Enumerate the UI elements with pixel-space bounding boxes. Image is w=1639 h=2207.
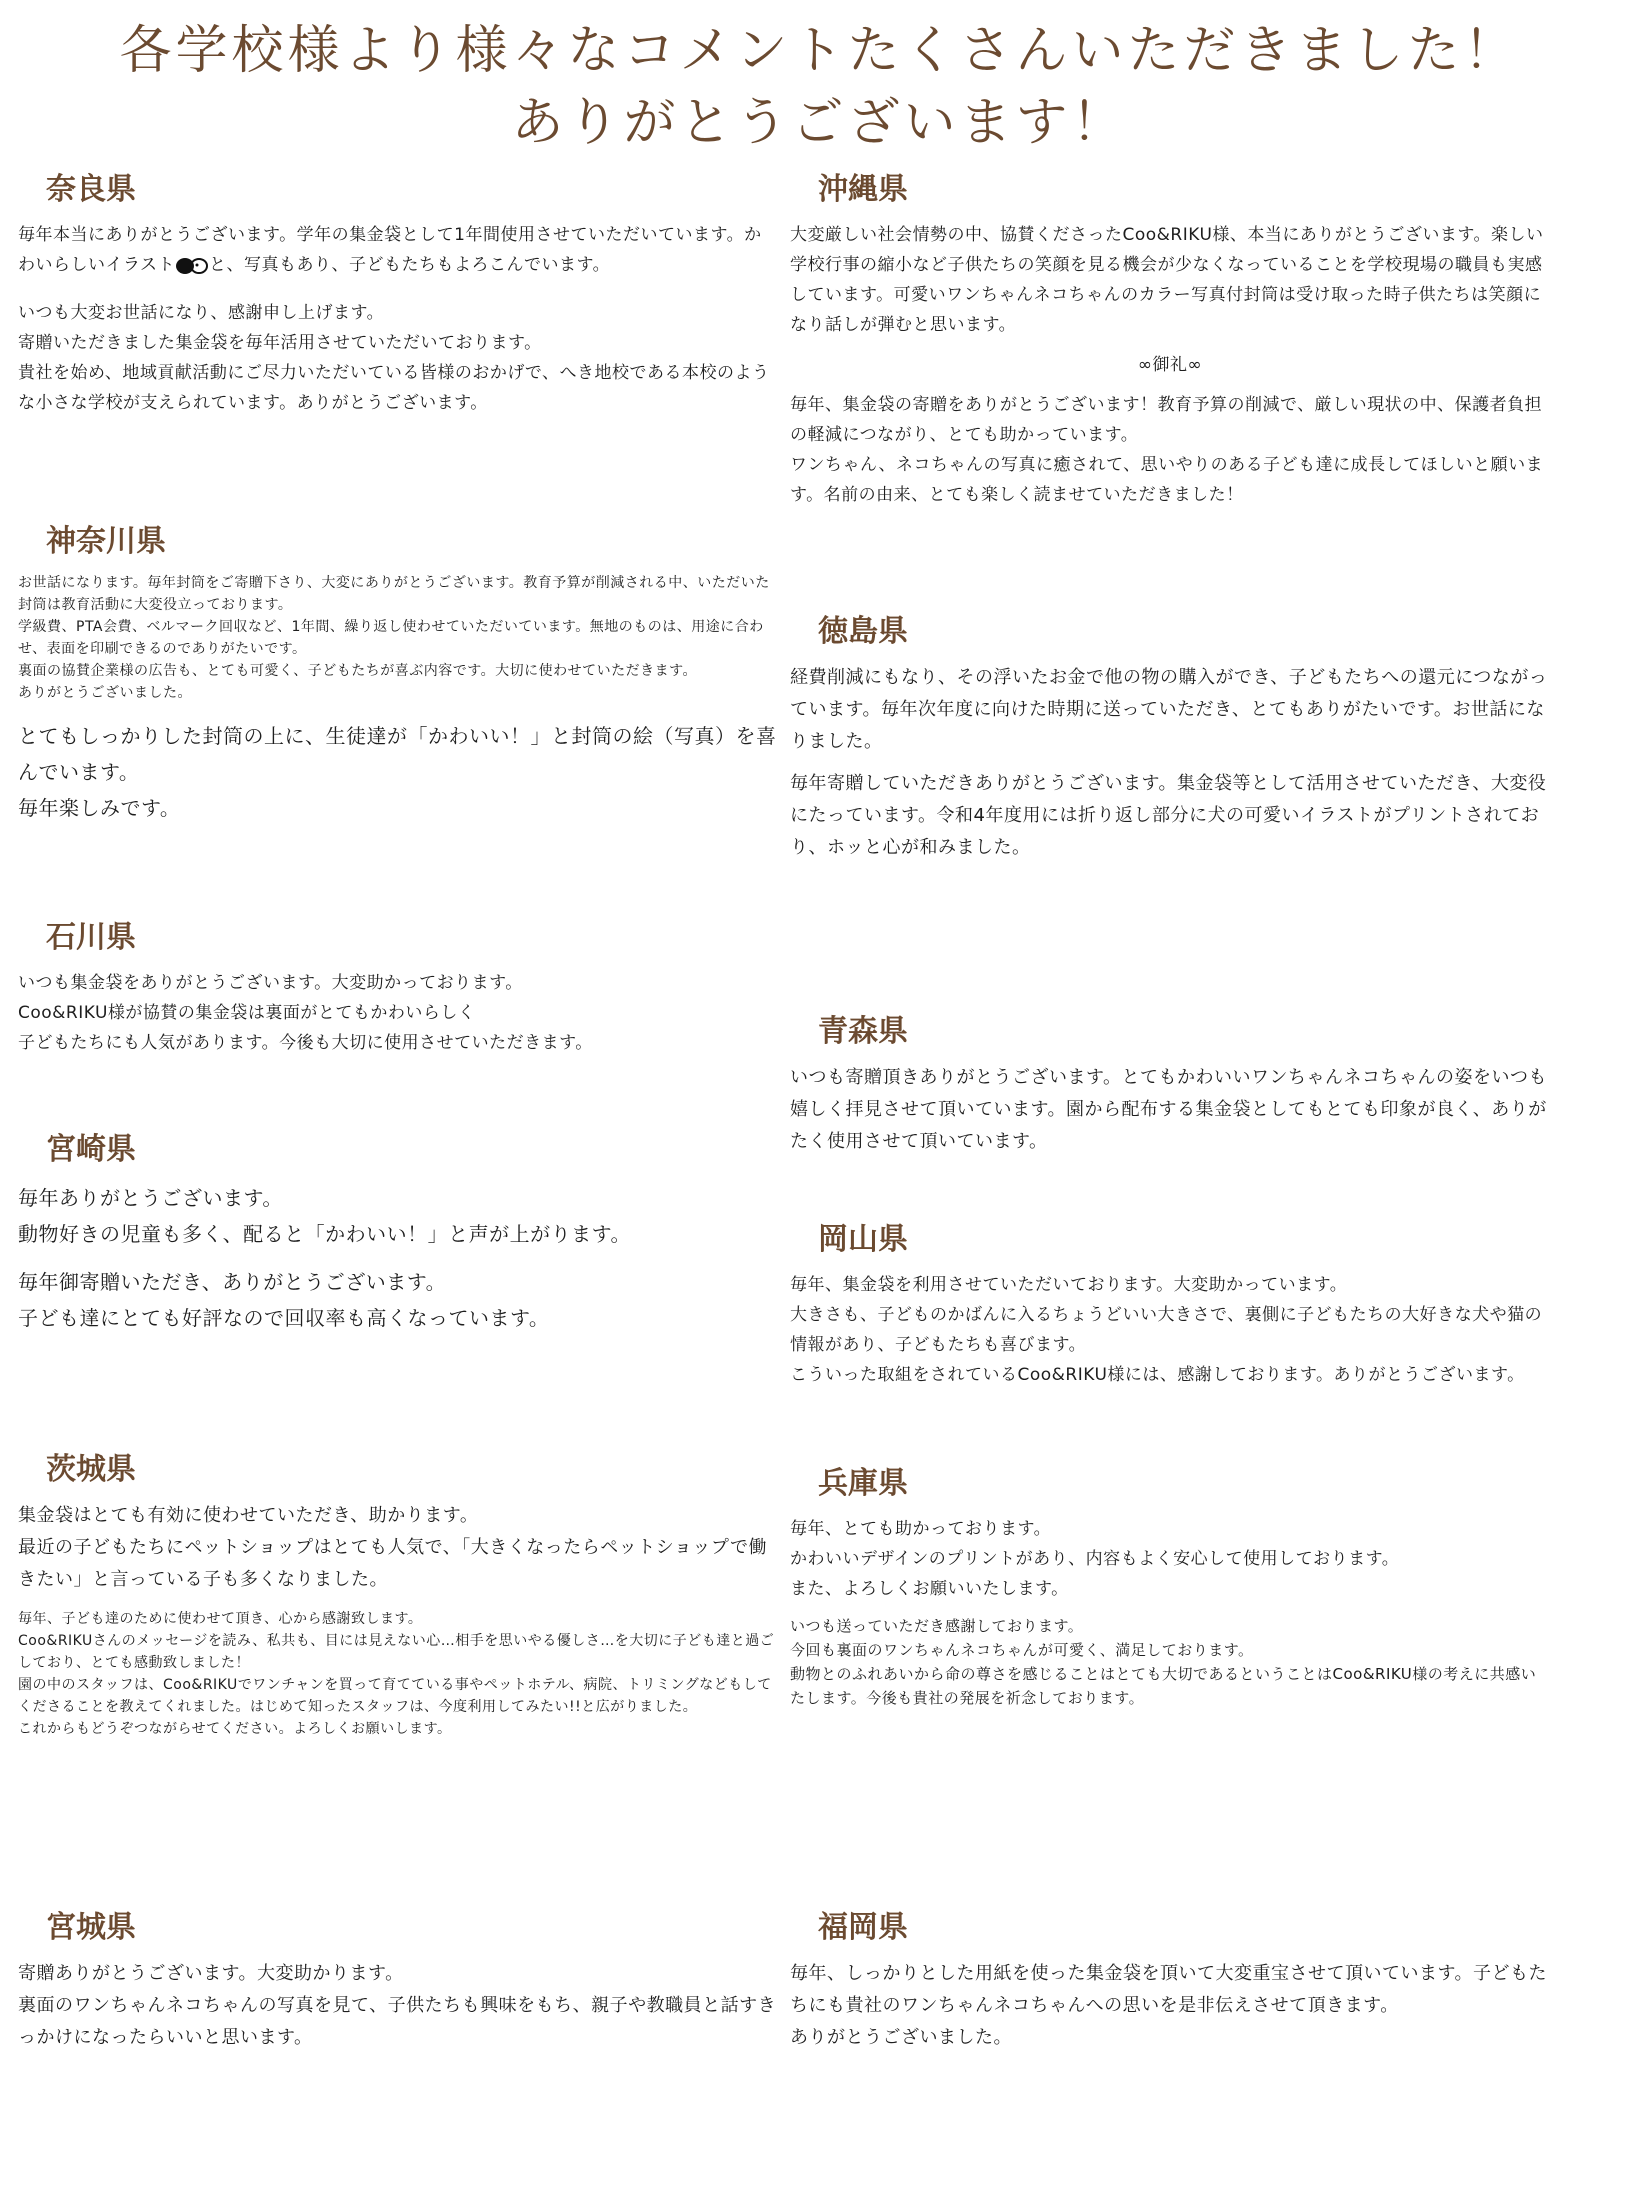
- prefecture-heading: 岡山県: [818, 1222, 908, 1257]
- prefecture-heading: 石川県: [46, 920, 136, 955]
- comment: いつも送っていただき感謝しております。 今回も裏面のワンちゃんネコちゃんが可愛く、満足しております。 動物とのふれあいから命の尊さを感じることはとても大切であるということはCoo&RIKU様の考えに共感いたします。今後も貴社の発展を祈念しております。: [790, 1617, 1537, 1707]
- comment: 毎年、子ども達のために使わせて頂き、心から感謝致します。 Coo&RIKUさんのメッセージを読み、私共も、目には見えない心…相手を思いやる優しさ…を大切に子ども達と過ごしており、とても感動致しました！ 園の中のスタッフは、Coo&RIKUでワンチャンを買って育てている事やペットホテル、病院、トリミングなどもしてくださることを教えてくれました。はじめて知ったスタッフは、今度利用してみたい!!と広がりました。 これからもどうぞつながらせてください。よろしくお願いします。: [18, 1611, 775, 1737]
- comment: とてもしっかりした封筒の上に、生徒達が「かわいい！」と封筒の絵（写真）を喜んでいます。 毎年楽しみです。: [18, 724, 777, 820]
- section-miyazaki: [18, 1130, 778, 1346]
- section-ibaraki: [18, 1450, 778, 1750]
- comment: 経費削減にもなり、その浮いたお金で他の物の購入ができ、子どもたちへの還元につながっています。毎年次年度に向けた時期に送っていただき、とてもありがたいです。お世話になりました。: [790, 667, 1548, 752]
- section-nara: [18, 170, 778, 428]
- section-aomori: [790, 1012, 1550, 1168]
- comment: いつも寄贈頂きありがとうございます。とてもかわいいワンちゃんネコちゃんの姿をいつも嬉しく拝見させて頂いています。園から配布する集金袋としてもとても印象が良く、ありがたく使用させて頂いています。: [790, 1067, 1548, 1152]
- comment: お世話になります。毎年封筒をご寄贈下さり、大変にありがとうございます。教育予算が削減される中、いただいた封筒は教育活動に大変役立っております。 学級費、PTA会費、ベルマーク回収など、1年間、繰り返し使わせていただいています。無地のものは、用途に合わせ、表面を印刷できるのでありがたいです。 裏面の協賛企業様の広告も、とても可愛く、子どもたちが喜ぶ内容です。大切に使わせていただきます。 ありがとうございました。: [18, 575, 770, 701]
- comment: 毎年、集金袋を利用させていただいております。大変助かっています。 大きさも、子どものかばんに入るちょうどいい大きさで、裏側に子どもたちの大好きな犬や猫の情報があり、子どもたちも喜びます。 こういった取組をされているCoo&RIKU様には、感謝しております。ありがとうございます。: [790, 1275, 1543, 1385]
- section-kanagawa: [18, 522, 778, 836]
- prefecture-heading: 宮崎県: [46, 1132, 136, 1167]
- comment: 毎年寄贈していただきありがとうございます。集金袋等として活用させていただき、大変役にたっています。令和4年度用には折り返し部分に犬の可愛いイラストがプリントされており、ホッと心が和みました。: [790, 773, 1547, 858]
- prefecture-heading: 沖縄県: [818, 172, 908, 207]
- section-miyagi: [18, 1908, 778, 2064]
- comment: [18, 220, 778, 280]
- prefecture-heading: 徳島県: [818, 614, 908, 649]
- comment: 毎年、とても助かっております。 かわいいデザインのプリントがあり、内容もよく安心して使用しております。 また、よろしくお願いいたします。: [790, 1519, 1400, 1599]
- comment: いつも集金袋をありがとうございます。大変助かっております。 Coo&RIKU様が協賛の集金袋は裏面がとてもかわいらしく 子どもたちにも人気があります。今後も大切に使用させていただきます。: [18, 973, 593, 1053]
- prefecture-heading: 宮城県: [46, 1910, 136, 1945]
- comment: 毎年、集金袋の寄贈をありがとうございます！教育予算の削減で、厳しい現状の中、保護者負担の軽減につながり、とても助かっています。 ワンちゃん、ネコちゃんの写真に癒されて、思いやりのある子ども達に成長してほしいと願います。名前の由来、とても楽しく読ませていただきました！: [790, 395, 1544, 505]
- section-okinawa: [790, 170, 1550, 520]
- prefecture-heading: 兵庫県: [818, 1466, 908, 1501]
- prefecture-heading: 茨城県: [46, 1452, 136, 1487]
- dog-cat-illustration-icon: [175, 254, 209, 276]
- section-okayama: [790, 1220, 1550, 1400]
- comment: 毎年ありがとうございます。 動物好きの児童も多く、配ると「かわいい！」と声が上がります。: [18, 1186, 631, 1246]
- prefecture-heading: 福岡県: [818, 1910, 908, 1945]
- comment-text: と、写真もあり、子どもたちもよろこんでいます。: [209, 255, 611, 275]
- comment: 毎年、しっかりとした用紙を使った集金袋を頂いて大変重宝させて頂いています。子どもたちにも貴社のワンちゃんネコちゃんへの思いを是非伝えさせて頂きます。 ありがとうございました。: [790, 1963, 1548, 2048]
- prefecture-heading: 奈良県: [46, 172, 136, 207]
- prefecture-heading: 青森県: [818, 1014, 908, 1049]
- closing-signature: ∞御礼∞: [1137, 355, 1203, 375]
- section-ishikawa: [18, 918, 778, 1068]
- section-hyogo: [790, 1464, 1550, 1720]
- comment: 毎年御寄贈いただき、ありがとうございます。 子ども達にとても好評なので回収率も高くなっています。: [18, 1270, 550, 1330]
- section-fukuoka: [790, 1908, 1550, 2064]
- prefecture-heading: 神奈川県: [46, 524, 166, 559]
- comment: 寄贈ありがとうございます。大変助かります。 裏面のワンちゃんネコちゃんの写真を見て、子供たちも興味をもち、親子や教職員と話すきっかけになったらいいと思います。: [18, 1963, 777, 2048]
- comment: 大変厳しい社会情勢の中、協賛くださったCoo&RIKU様、本当にありがとうございます。楽しい学校行事の縮小など子供たちの笑顔を見る機会が少なくなっていることを学校現場の職員も実感しています。可愛いワンちゃんネコちゃんのカラー写真付封筒は受け取った時子供たちは笑顔になり話しが弾むと思います。: [790, 225, 1544, 335]
- page-title-line-2: ありがとうございます！: [511, 93, 1128, 153]
- section-tokushima: [790, 612, 1550, 874]
- comment: 集金袋はとても有効に使わせていただき、助かります。 最近の子どもたちにペットショップはとても人気で、「大きくなったらペットショップで働きたい」と言っている子も多くなりました。: [18, 1505, 767, 1590]
- comment: いつも大変お世話になり、感謝申し上げます。 寄贈いただきました集金袋を毎年活用させていただいております。 貴社を始め、地域貢献活動にご尽力いただいている皆様のおかげで、へき地校である本校のような小さな学校が支えられています。ありがとうございます。: [18, 303, 770, 413]
- comment-text: 毎年本当にありがとうございます。学年の集金袋として1年間使用させていただいています。かわいらしいイラスト: [18, 225, 762, 275]
- page-title-line-1: 各学校様より様々なコメントたくさんいただきました！: [119, 21, 1520, 81]
